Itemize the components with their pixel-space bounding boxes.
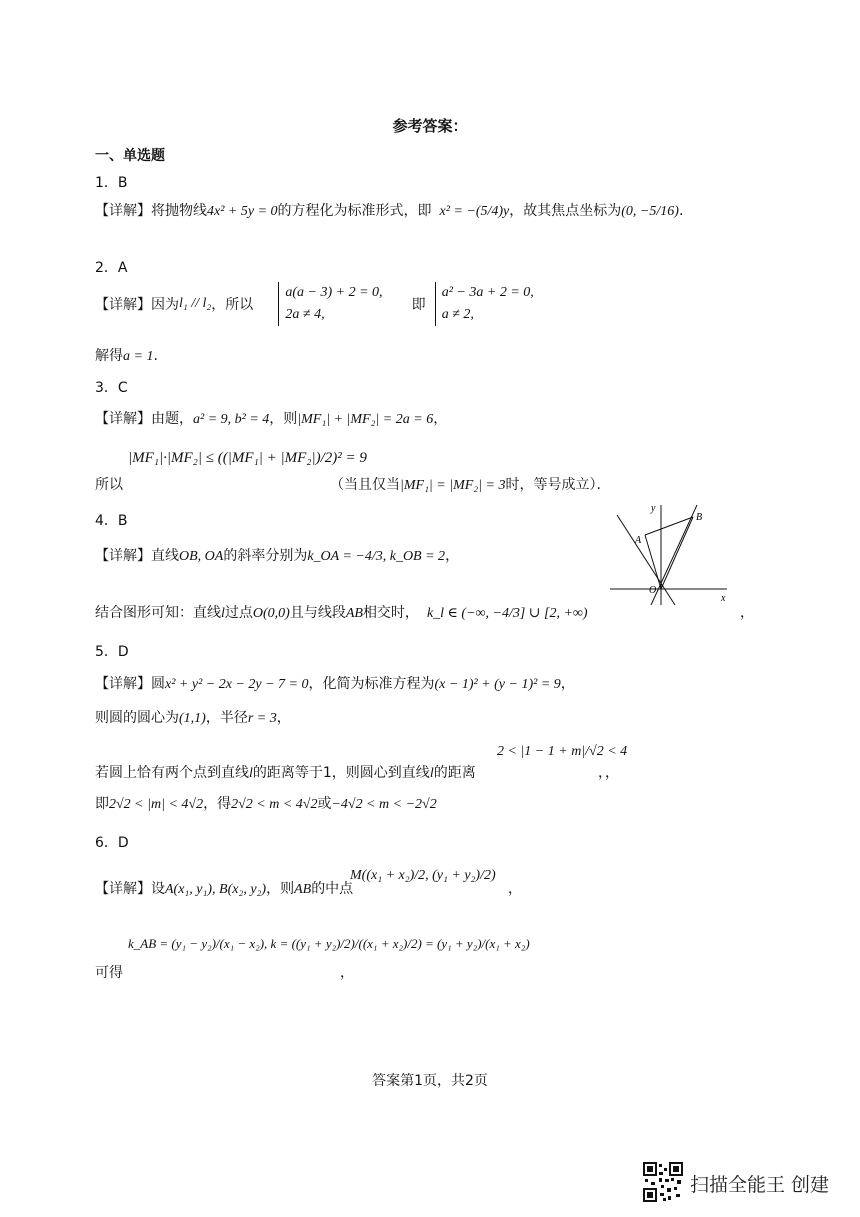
q3-inequality: |MF₁|·|MF₂| ≤ ((|MF₁| + |MF₂|)/2)² = 9 — [128, 450, 367, 466]
q2-system1 — [278, 282, 382, 326]
q2-result — [95, 345, 158, 365]
figure-line-ob — [651, 505, 697, 605]
q5-prefix: 【详解】圆 — [95, 676, 165, 692]
figure-label-y: y — [651, 503, 656, 514]
q3-so: 所以 — [95, 477, 123, 493]
q5-radius-end: ， — [276, 710, 291, 726]
q5-dist-text2: 的距离等于1，则圆心到直线 — [252, 765, 430, 781]
q4-point: O(0,0) — [252, 606, 290, 621]
q4-conc-prefix: 结合图形可知：直线 — [95, 605, 221, 621]
q4-conc-text4: 相交时， — [362, 605, 419, 621]
q2-text2: ，所以 — [211, 297, 254, 313]
q3-cond-eq: |MF₁| = |MF₂| = 3 — [400, 478, 506, 493]
q6-slope-eq: k_AB = (y₁ − y₂)/(x₁ − x₂), k = ((y₁ + y₂)/2)/((x₁ + x₂)/2) = (y₁ + y₂)/(x₁ + x₂) — [128, 936, 530, 951]
q5-center-val: (1,1) — [179, 711, 206, 726]
q4-text3: ， — [445, 548, 460, 564]
figure-label-x: x — [721, 593, 726, 604]
q5-dist-text: 若圆上恰有两个点到直线 — [95, 765, 249, 781]
q4-conc-text2: 过点 — [224, 605, 253, 621]
q5-dist-eq: 2 < |1 − 1 + m|/√2 < 4 — [497, 744, 628, 759]
q5-center — [95, 707, 291, 727]
q3-eq1: a² = 9, b² = 4 — [193, 412, 270, 427]
q5-ji-eq: 2√2 < |m| < 4√2 — [109, 797, 204, 812]
q1-eq2: x² = −(5/4)y — [439, 204, 510, 219]
q4-figure — [605, 497, 735, 609]
q6-answer: 6．D — [95, 835, 129, 851]
q5-distance — [95, 762, 476, 782]
q3-text2: ，则 — [269, 411, 298, 427]
q6-get: 可得 — [95, 965, 123, 981]
q3-answer: 3．C — [95, 380, 128, 396]
q5-result — [95, 793, 437, 813]
q2-parallel: l₁ // l₂ — [179, 296, 212, 311]
q4-conc-text3: 且与线段 — [289, 605, 346, 621]
q4-lines: OB, OA — [179, 549, 224, 564]
q2-result-end: . — [153, 348, 158, 364]
figure-label-b: B — [696, 512, 703, 523]
figure-segment-ob — [661, 517, 693, 589]
q3-cond-prefix: （当且仅当 — [330, 477, 400, 493]
q1-detail — [95, 200, 683, 220]
q2-system2 — [435, 282, 534, 326]
q2-result-eq: a = 1 — [123, 349, 154, 364]
q2-text3: 即 — [411, 297, 426, 313]
q2-prefix: 【详解】因为 — [95, 297, 179, 313]
figure-label-o: O — [649, 585, 657, 596]
q3-cond-suffix: 时，等号成立）． — [505, 477, 611, 493]
q5-ji-eq3: −4√2 < m < −2√2 — [331, 797, 437, 812]
q1-answer: 1．B — [95, 175, 128, 191]
q1-prefix: 【详解】将抛物线 — [95, 203, 207, 219]
q4-conclusion — [95, 602, 588, 622]
q6-text2: ，则 — [266, 881, 295, 897]
q1-eq3: (0, −5/16) — [621, 204, 679, 219]
q5-ji-prefix: 即 — [95, 796, 109, 812]
q6-detail — [95, 878, 353, 898]
q5-ji-or: 或 — [317, 796, 332, 812]
q5-detail — [95, 673, 575, 693]
q5-eq1: x² + y² − 2x − 2y − 7 = 0 — [165, 677, 309, 692]
scanner-watermark: 扫描全能王 创建 — [690, 1174, 830, 1196]
q4-range: k_l ∈ (−∞, −4/3] ∪ [2, +∞) — [426, 606, 588, 621]
q4-eq1: k_OA = −4/3, k_OB = 2 — [307, 549, 446, 564]
q4-detail — [95, 545, 459, 565]
q1-eq1: 4x² + 5y = 0 — [207, 204, 278, 219]
page-title: 参考答案： — [392, 117, 468, 135]
q5-text2: ，化简为标准方程为 — [308, 676, 435, 692]
q5-text3: ， — [560, 676, 575, 692]
q5-ji-text2: ，得 — [203, 796, 232, 812]
q2-sys1-line1: a(a − 3) + 2 = 0, — [285, 285, 383, 300]
q3-eq2: |MF₁| + |MF₂| = 2a = 6 — [297, 412, 434, 427]
q2-sys2-line1: a² − 3a + 2 = 0, — [441, 285, 534, 300]
q6-points: A(x₁, y₁), B(x₂, y₂) — [165, 882, 267, 897]
figure-label-a: A — [635, 535, 642, 546]
q4-l: l — [221, 606, 225, 621]
figure-line-oa — [617, 515, 675, 605]
q5-radius: r = 3 — [247, 711, 277, 726]
q2-detail — [95, 282, 534, 326]
q6-midpoint: M((x₁ + x₂)/2, (y₁ + y₂)/2) — [350, 868, 496, 883]
section-title: 一、单选题 — [95, 148, 165, 164]
qr-code-icon — [643, 1162, 683, 1202]
q5-eq2: (x − 1)² + (y − 1)² = 9 — [434, 677, 561, 692]
q6-prefix: 【详解】设 — [95, 881, 165, 897]
q1-text2: 的方程化为标准形式，即 — [277, 203, 432, 219]
q2-result-prefix: 解得 — [95, 348, 123, 364]
q4-prefix: 【详解】直线 — [95, 548, 179, 564]
q2-sys1-line2: 2a ≠ 4, — [285, 307, 325, 322]
q4-seg: AB — [345, 606, 363, 621]
q5-dist-l2: l — [429, 766, 434, 781]
q6-text4: ， — [508, 881, 522, 897]
q1-end: . — [678, 203, 684, 219]
q1-text3: ，故其焦点坐标为 — [509, 203, 622, 219]
q4-text2: 的斜率分别为 — [223, 548, 308, 564]
q3-text3: ， — [433, 411, 448, 427]
q2-answer: 2．A — [95, 260, 128, 276]
q5-ji-eq2: 2√2 < m < 4√2 — [231, 797, 318, 812]
q6-end: ， — [340, 965, 354, 981]
q5-center-prefix: 则圆的圆心为 — [95, 710, 179, 726]
q4-answer: 4．B — [95, 513, 128, 529]
q4-end: ， — [740, 605, 754, 621]
q2-sys2-line2: a ≠ 2, — [441, 307, 474, 322]
q3-condition — [330, 474, 610, 494]
q6-text3: 的中点 — [311, 881, 354, 897]
q5-dist-end: ，， — [598, 765, 619, 781]
q5-dist-text3: 的距离 — [433, 765, 476, 781]
q6-ab: AB — [294, 882, 312, 897]
q5-dist-l: l — [249, 766, 253, 781]
page-footer: 答案第1页，共2页 — [372, 1073, 488, 1089]
q5-answer: 5．D — [95, 644, 129, 660]
q3-prefix: 【详解】由题， — [95, 411, 193, 427]
q3-detail — [95, 408, 447, 428]
q5-radius-prefix: ，半径 — [205, 710, 248, 726]
